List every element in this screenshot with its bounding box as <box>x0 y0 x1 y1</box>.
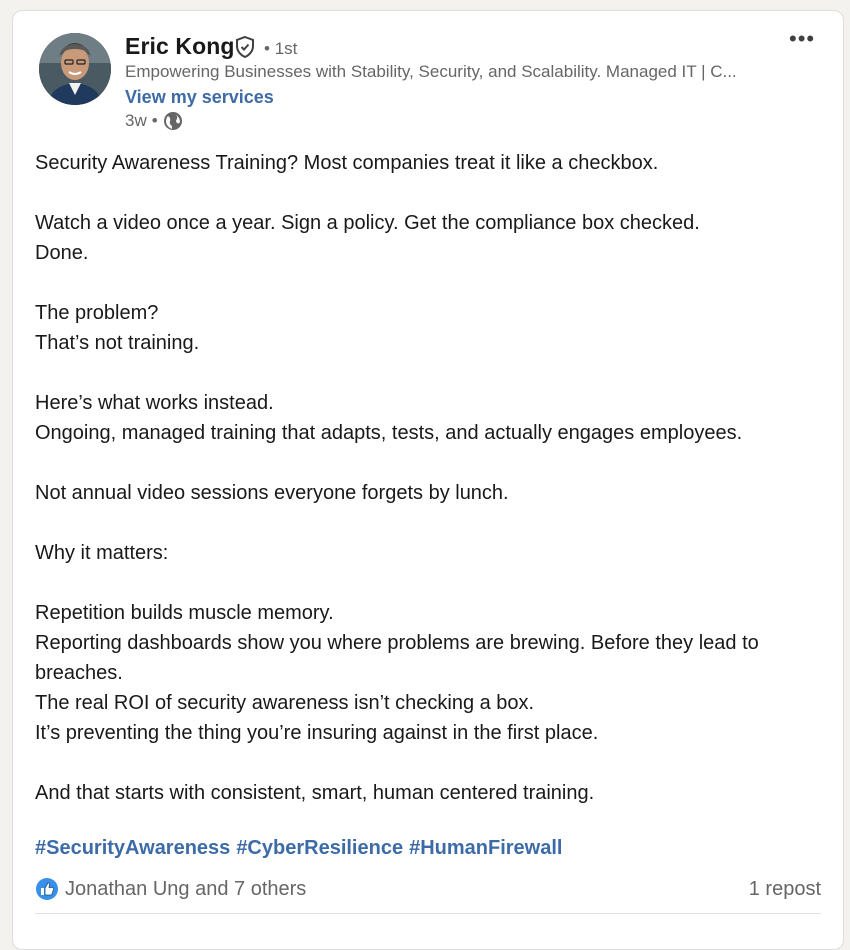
post-line <box>35 448 825 478</box>
hashtag-link[interactable]: #SecurityAwareness <box>35 837 231 859</box>
post-line: The real ROI of security awareness isn’t checking a box. <box>35 692 535 714</box>
post-line <box>35 508 825 538</box>
hashtag-link[interactable]: #CyberResilience <box>236 837 404 859</box>
post-line: Repetition builds muscle memory. <box>35 602 334 624</box>
view-services-link[interactable]: View my services <box>125 87 274 107</box>
post-line: Reporting dashboards show you where problems are brewing. Before they lead to <box>35 632 759 654</box>
post-line: Ongoing, managed training that adapts, tests, and actually engages employees. <box>35 422 743 444</box>
post-line: That’s not training. <box>35 332 200 354</box>
post-line <box>35 568 825 598</box>
post-line <box>35 268 825 298</box>
author-avatar[interactable] <box>39 33 111 105</box>
hashtag-link[interactable]: #HumanFirewall <box>409 837 563 859</box>
globe-icon <box>163 111 183 131</box>
reposts-count[interactable]: 1 repost <box>748 877 821 900</box>
post-line: breaches. <box>35 662 123 684</box>
like-icon <box>35 877 59 901</box>
author-photo <box>39 33 111 105</box>
post-line: Not annual video sessions everyone forgets by lunch. <box>35 482 509 504</box>
author-name[interactable]: Eric Kong <box>125 33 235 59</box>
reactions-text: Jonathan Ung and 7 others <box>65 877 307 900</box>
verified-shield-icon <box>233 35 257 59</box>
reactions-summary[interactable] <box>35 877 306 901</box>
post-meta <box>125 111 183 131</box>
hashtags <box>35 837 568 860</box>
post-line: Watch a video once a year. Sign a policy. Get the compliance box checked. <box>35 212 700 234</box>
post-text <box>35 148 825 808</box>
post-line: Done. <box>35 242 89 264</box>
more-options-button[interactable]: ••• <box>789 26 816 51</box>
post-line <box>35 178 825 208</box>
author-headline: Empowering Businesses with Stability, Security, and Scalability. Managed IT | C... <box>125 62 737 81</box>
meta-separator-dot: • <box>151 111 158 130</box>
social-counts <box>35 877 821 901</box>
post-line: Security Awareness Training? Most companies treat it like a checkbox. <box>35 152 659 174</box>
post-line: Here’s what works instead. <box>35 392 274 414</box>
connection-degree <box>264 39 297 59</box>
post-time: 3w <box>125 111 147 130</box>
post-card <box>12 10 844 950</box>
degree-text: 1st <box>274 39 298 58</box>
divider <box>35 913 821 914</box>
post-line: It’s preventing the thing you’re insuring against in the first place. <box>35 722 599 744</box>
post-line: The problem? <box>35 302 159 324</box>
post-line: Why it matters: <box>35 542 169 564</box>
post-line <box>35 748 825 778</box>
degree-separator-dot: • <box>264 39 275 58</box>
post-line: And that starts with consistent, smart, human centered training. <box>35 782 595 804</box>
post-line <box>35 358 825 388</box>
